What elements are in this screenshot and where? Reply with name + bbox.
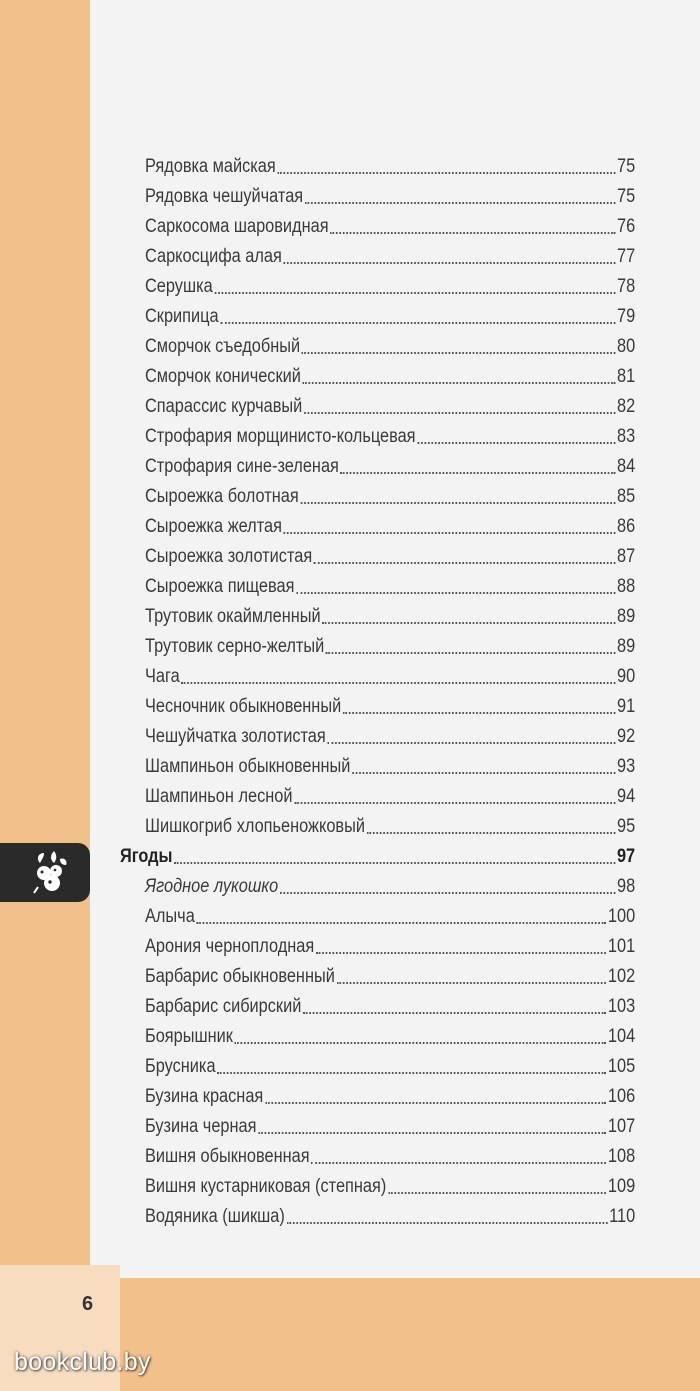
toc-entry-title: Сморчок съедобный: [145, 336, 301, 357]
dot-leader: [296, 592, 615, 594]
dot-leader: [327, 742, 615, 744]
dot-leader: [214, 292, 615, 294]
dot-leader: [304, 412, 615, 414]
toc-entry: [145, 993, 635, 1021]
toc-entry-page: 89: [617, 636, 636, 657]
toc-entry-page: 94: [617, 786, 636, 807]
toc-entry: [145, 243, 635, 271]
toc-entry-page: 92: [617, 726, 636, 747]
toc-entry-page: 97: [616, 846, 636, 867]
dot-leader: [341, 472, 616, 474]
toc-entry: [145, 543, 635, 571]
toc-entry-page: 101: [607, 936, 636, 957]
dot-leader: [314, 562, 615, 564]
toc-entry-title: Сморчок конический: [145, 366, 301, 387]
dot-leader: [326, 652, 615, 654]
toc-entry: [145, 1113, 635, 1141]
toc-entry: [145, 423, 635, 451]
toc-entry: [145, 873, 635, 901]
toc-entry-page: 75: [617, 186, 636, 207]
dot-leader: [337, 982, 607, 984]
toc-entry-page: 75: [617, 156, 636, 177]
toc-entry-title: Арония черноплодная: [145, 936, 315, 957]
toc-section-heading: [120, 843, 635, 871]
toc-entry-title: Вишня кустарниковая (степная): [145, 1176, 387, 1197]
toc-entry-page: 105: [607, 1056, 636, 1077]
toc-entry-title: Бузина черная: [145, 1116, 257, 1137]
toc-entry-page: 110: [609, 1206, 636, 1227]
dot-leader: [367, 832, 616, 834]
toc-entry-title: Саркосцифа алая: [145, 246, 282, 267]
toc-entry-title: Вишня обыкновенная: [145, 1146, 310, 1167]
dot-leader: [303, 1012, 606, 1014]
dot-leader: [316, 952, 606, 954]
toc-entry-title: Сыроежка золотистая: [145, 546, 313, 567]
toc-entry: [145, 783, 635, 811]
dot-leader: [265, 1102, 606, 1104]
toc-entry: [145, 633, 635, 661]
page-number: 6: [82, 1293, 94, 1315]
toc-entry: [145, 1023, 635, 1051]
dot-leader: [294, 802, 615, 804]
toc-entry: [145, 753, 635, 781]
toc-entry-page: 104: [607, 1026, 636, 1047]
toc-entry: [145, 153, 635, 181]
dot-leader: [220, 322, 615, 324]
toc-entry-title: Барбарис обыкновенный: [145, 966, 335, 987]
dot-leader: [417, 442, 615, 444]
dot-leader: [284, 262, 616, 264]
dot-leader: [303, 382, 616, 384]
toc-entry: [145, 1203, 635, 1231]
dot-leader: [258, 1132, 606, 1134]
toc-entry: [145, 1053, 635, 1081]
toc-entry: [145, 603, 635, 631]
toc-entry-title: Рядовка чешуйчатая: [145, 186, 304, 207]
dot-leader: [330, 232, 615, 234]
dot-leader: [352, 772, 615, 774]
toc-entry-title: Чесночник обыкновенный: [145, 696, 342, 717]
toc-entry: [145, 513, 635, 541]
toc-entry-page: 103: [607, 996, 636, 1017]
toc-entry: [145, 303, 635, 331]
dot-leader: [235, 1042, 607, 1044]
toc-entry: [145, 963, 635, 991]
toc-entry-title: Саркосома шаровидная: [145, 216, 329, 237]
toc-entry-title: Скрипица: [145, 306, 219, 327]
toc-entry-title: Брусника: [145, 1056, 216, 1077]
berries-icon: [30, 847, 70, 897]
dot-leader: [181, 682, 615, 684]
toc-entry-page: 76: [617, 216, 636, 237]
toc-entry-page: 90: [617, 666, 636, 687]
toc-entry-page: 100: [607, 906, 636, 927]
toc-entry-title: Ягоды: [120, 846, 173, 867]
dot-leader: [284, 532, 616, 534]
toc-entry-page: 109: [607, 1176, 636, 1197]
toc-entry-title: Сыроежка пищевая: [145, 576, 295, 597]
dot-leader: [277, 172, 615, 174]
dot-leader: [286, 1222, 607, 1224]
toc-entry-page: 102: [607, 966, 636, 987]
toc-entry: [145, 693, 635, 721]
toc-entry-title: Сыроежка желтая: [145, 516, 282, 537]
toc-entry: [145, 333, 635, 361]
toc-entry-title: Сыроежка болотная: [145, 486, 299, 507]
toc-entry: [145, 723, 635, 751]
toc-entry: [145, 1143, 635, 1171]
toc-entry: [145, 453, 635, 481]
toc-entry: [145, 1173, 635, 1201]
toc-entry-title: Боярышник: [145, 1026, 233, 1047]
toc-entry-title: Чешуйчатка золотистая: [145, 726, 326, 747]
toc-entry: [145, 393, 635, 421]
dot-leader: [280, 892, 615, 894]
toc-entry-page: 86: [617, 516, 636, 537]
toc-entry-title: Серушка: [145, 276, 213, 297]
dot-leader: [302, 352, 615, 354]
toc-entry-title: Трутовик серно-желтый: [145, 636, 325, 657]
toc-entry-page: 108: [607, 1146, 636, 1167]
watermark-text: bookclub.by: [14, 1348, 151, 1376]
toc-entry-title: Трутовик окаймленный: [145, 606, 321, 627]
toc-entry: [145, 363, 635, 391]
toc-entry-page: 91: [617, 696, 636, 717]
toc-entry: [145, 813, 635, 841]
toc-entry-title: Шишкогриб хлопьеножковый: [145, 816, 365, 837]
toc-entry-title: Водяника (шикша): [145, 1206, 285, 1227]
dot-leader: [217, 1072, 606, 1074]
toc-entry-page: 81: [617, 366, 636, 387]
toc-entry-page: 78: [617, 276, 636, 297]
toc-entry: [145, 483, 635, 511]
toc-entry-title: Ягодное лукошко: [145, 876, 279, 897]
toc-entry-page: 107: [607, 1116, 636, 1137]
toc-entry-title: Шампиньон обыкновенный: [145, 756, 351, 777]
toc-entry-title: Бузина красная: [145, 1086, 264, 1107]
dot-leader: [197, 922, 607, 924]
toc-entry: [145, 213, 635, 241]
toc-entry-page: 85: [617, 486, 636, 507]
toc-entry: [145, 573, 635, 601]
toc-entry-title: Чага: [145, 666, 180, 687]
toc-entry-title: Спарассис курчавый: [145, 396, 303, 417]
toc-entry-title: Алыча: [145, 906, 195, 927]
left-margin-strip: [0, 0, 90, 1280]
toc-entry-title: Барбарис сибирский: [145, 996, 302, 1017]
toc-entry-page: 80: [617, 336, 636, 357]
toc-entry-title: Строфария морщинисто-кольцевая: [145, 426, 416, 447]
toc-entry-page: 93: [617, 756, 636, 777]
dot-leader: [388, 1192, 606, 1194]
toc-entry-page: 87: [617, 546, 636, 567]
toc-entry-page: 77: [617, 246, 636, 267]
dot-leader: [305, 202, 615, 204]
dot-leader: [174, 862, 615, 864]
dot-leader: [300, 502, 615, 504]
toc-entry-page: 89: [617, 606, 636, 627]
dot-leader: [343, 712, 615, 714]
toc-entry-page: 95: [617, 816, 636, 837]
toc-entry: [145, 933, 635, 961]
toc-entry: [145, 663, 635, 691]
toc-entry-title: Шампиньон лесной: [145, 786, 293, 807]
section-tab-berries: [0, 843, 90, 902]
toc-entry: [145, 903, 635, 931]
toc-entry-page: 83: [617, 426, 636, 447]
toc-entry: [145, 183, 635, 211]
toc-entry-page: 84: [617, 456, 636, 477]
toc-entry-page: 88: [617, 576, 636, 597]
dot-leader: [311, 1162, 606, 1164]
toc-entry-page: 79: [617, 306, 636, 327]
toc-entry-title: Рядовка майская: [145, 156, 276, 177]
dot-leader: [322, 622, 615, 624]
toc-entry-page: 106: [607, 1086, 636, 1107]
toc-entry-title: Строфария сине-зеленая: [145, 456, 339, 477]
toc-entry-page: 82: [617, 396, 636, 417]
toc-entry: [145, 273, 635, 301]
toc-entry-page: 98: [617, 876, 636, 897]
toc-entry: [145, 1083, 635, 1111]
